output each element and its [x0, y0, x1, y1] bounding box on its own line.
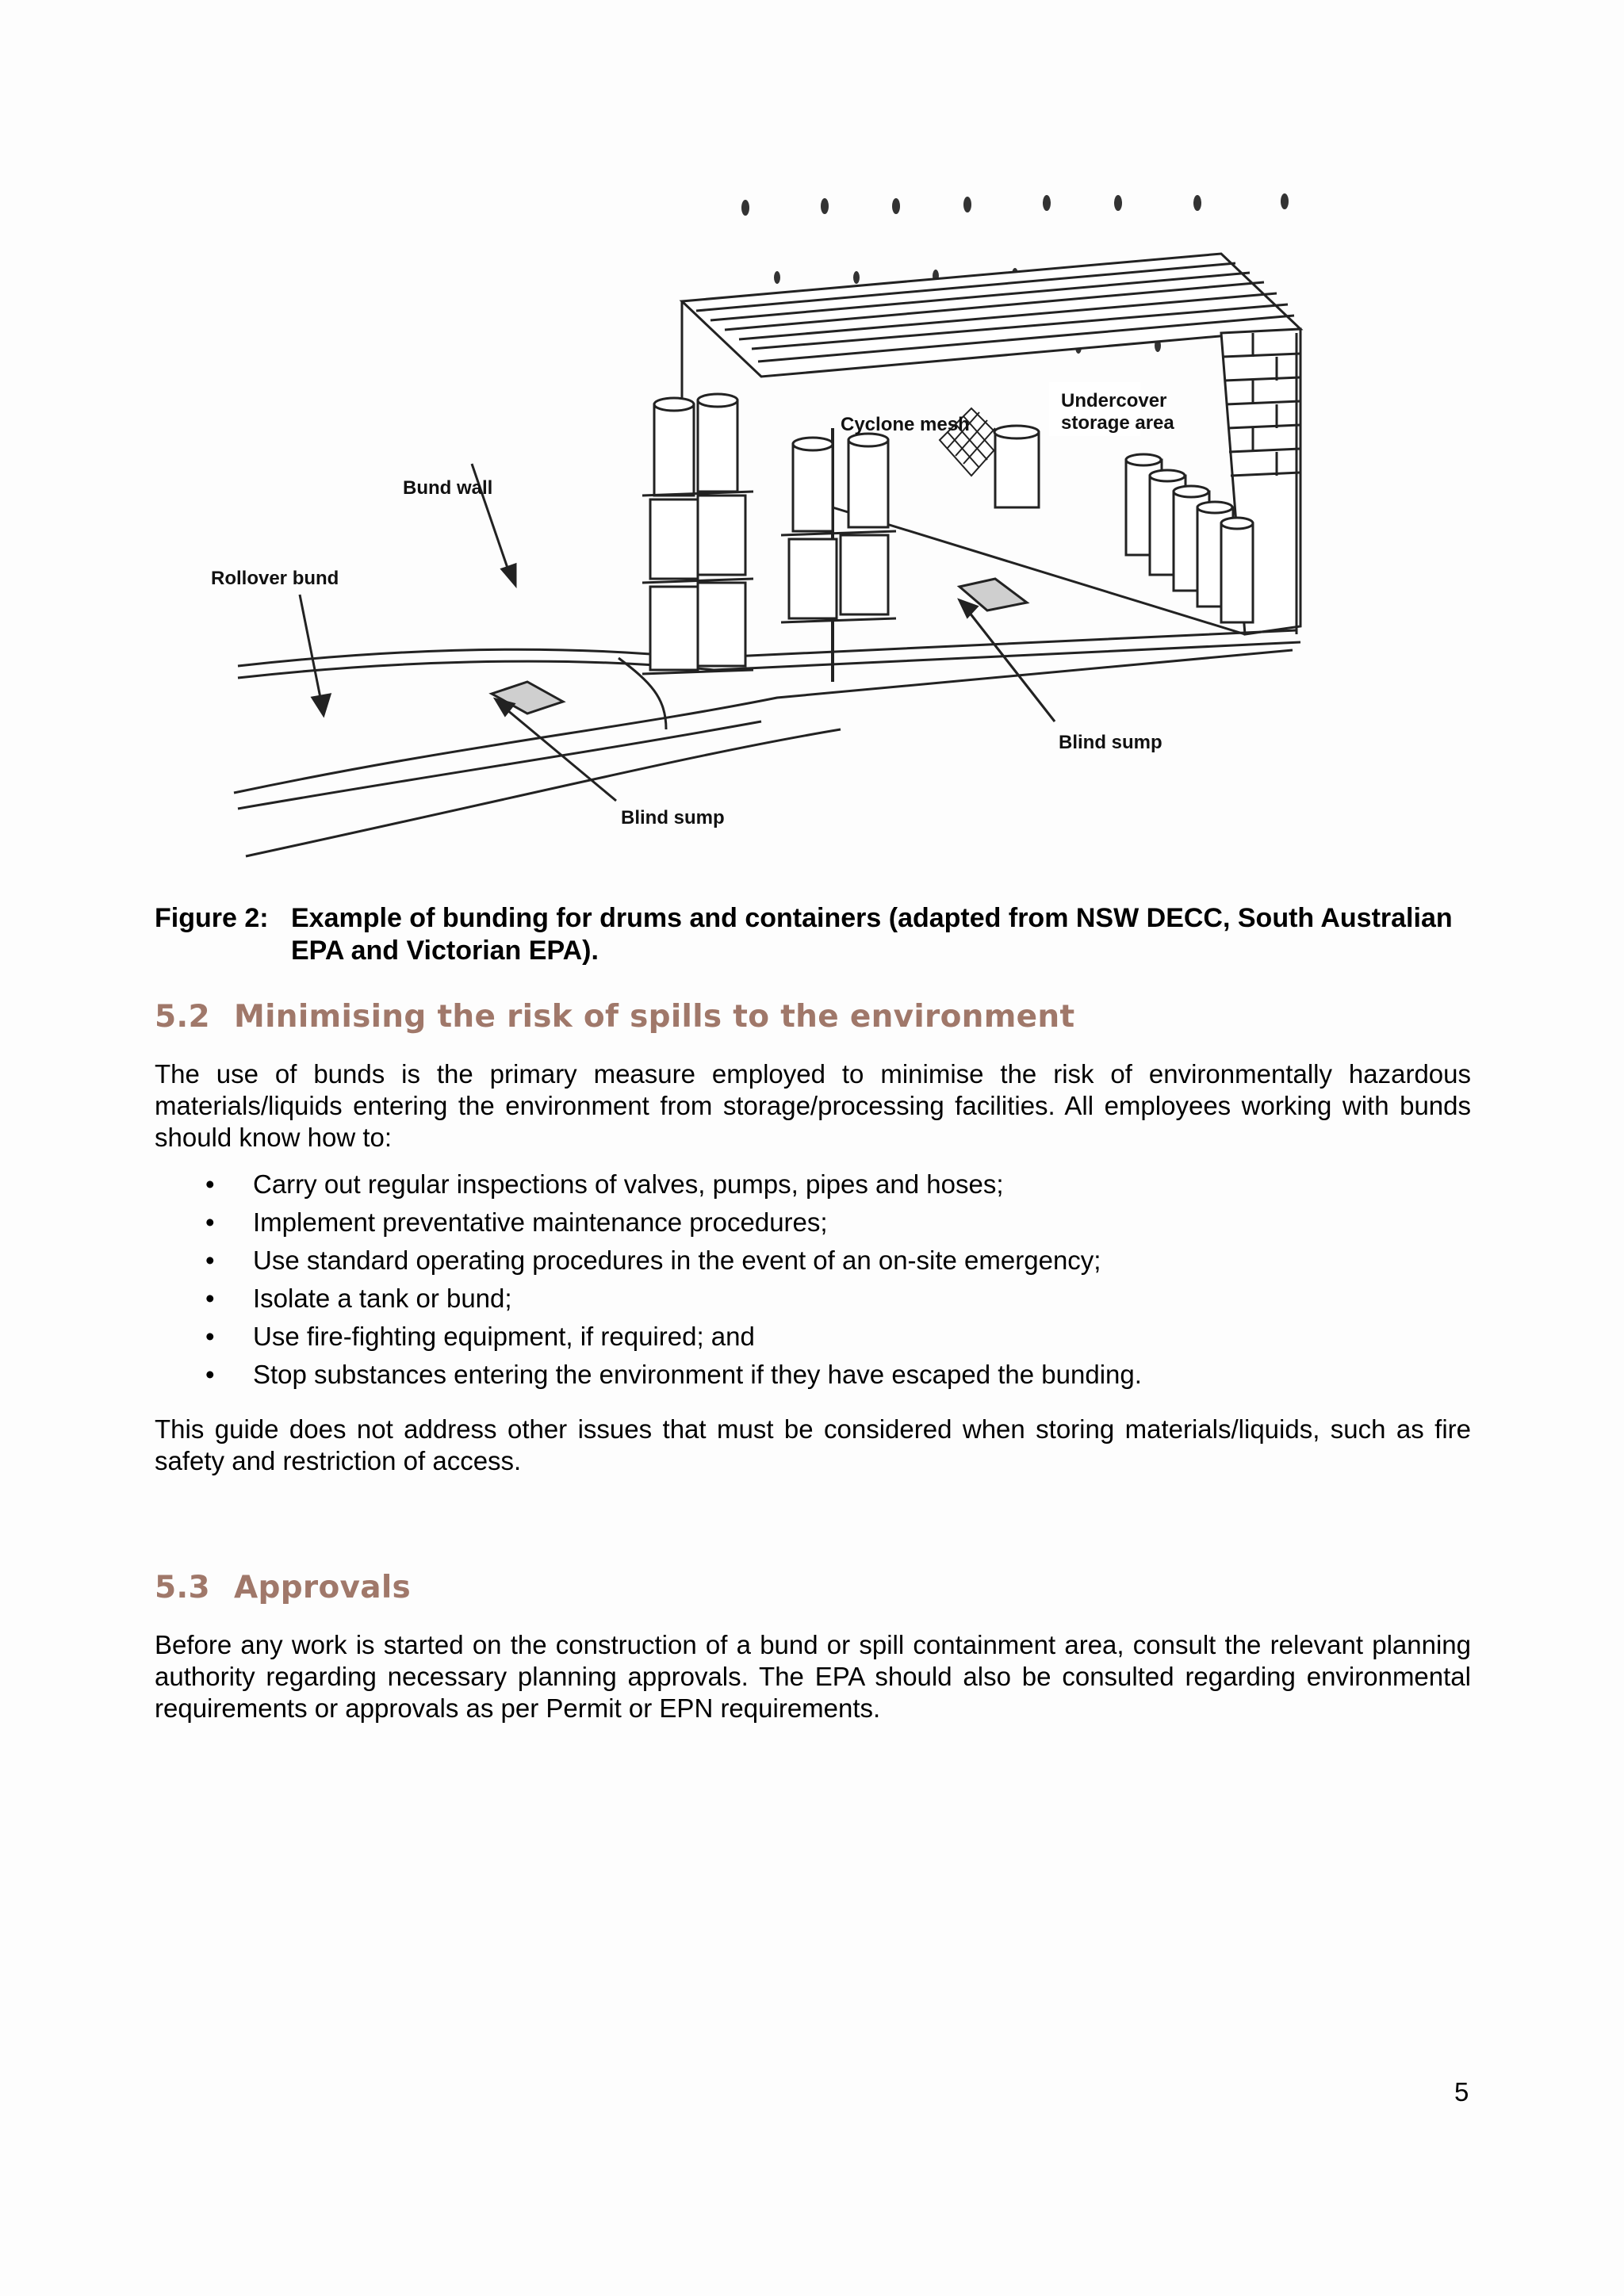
heading-5-3-title: Approvals [234, 1570, 412, 1605]
drum-stack-left [642, 394, 753, 674]
list-item: • Use standard operating procedures in the event of an on-site emergency; [205, 1246, 1101, 1275]
label-bund-wall: Bund wall [403, 477, 493, 499]
roof [682, 254, 1300, 377]
label-undercover-line2: storage area [1061, 412, 1174, 434]
drum-stack-middle [781, 434, 896, 622]
section-5-2-intro: The use of bunds is the primary measure employed to minimise the risk of environmentally hazardous materials/liquids entering the environment from storage/processing facilities. All employees working with bunds should know how to: [155, 1059, 1471, 1152]
heading-5-2 [155, 999, 1074, 1035]
bullet-icon: • [205, 1360, 215, 1389]
list-item: • Stop substances entering the environment if they have escaped the bunding. [205, 1360, 1142, 1389]
heading-5-2-number: 5.2 [155, 999, 210, 1035]
list-item: • Carry out regular inspections of valves, pumps, pipes and hoses; [205, 1169, 1004, 1199]
figure-number: Figure 2: [155, 903, 269, 933]
section-5-3-body: Before any work is started on the construction of a bund or spill containment area, consult the relevant planning authority regarding necessary planning approvals. The EPA should also be consulted regarding environmental requirements or approvals as per Permit or EPN requirements. [155, 1630, 1471, 1723]
bullet-icon: • [205, 1246, 215, 1275]
section-5-2-closing: This guide does not address other issues that must be considered when storing materials/liquids, such as fire safety and restriction of access. [155, 1414, 1471, 1475]
label-rollover-bund: Rollover bund [211, 568, 339, 589]
page-number: 5 [1454, 2077, 1469, 2107]
list-item: • Use fire-fighting equipment, if required; and [205, 1322, 755, 1351]
heading-5-3-number: 5.3 [155, 1570, 210, 1605]
heading-5-2-title: Minimising the risk of spills to the environment [234, 999, 1075, 1035]
list-item: • Isolate a tank or bund; [205, 1284, 512, 1313]
bullet-icon: • [205, 1169, 215, 1199]
list-item: • Implement preventative maintenance procedures; [205, 1207, 828, 1237]
heading-5-3 [155, 1570, 411, 1605]
figure-caption-text: Example of bunding for drums and containers (adapted from NSW DECC, South Australian EPA and Victorian EPA). [291, 903, 1453, 966]
bund-knowledge-list [155, 1169, 1471, 1397]
label-cyclone-mesh: Cyclone mesh [841, 414, 970, 435]
bullet-icon: • [205, 1322, 215, 1351]
undercover-tank [994, 426, 1039, 507]
bunding-illustration [211, 174, 1324, 872]
label-blind-sump-right: Blind sump [1059, 732, 1162, 753]
label-undercover-line1: Undercover [1061, 390, 1167, 411]
bullet-icon: • [205, 1207, 215, 1237]
label-blind-sump-left: Blind sump [621, 807, 725, 828]
bunding-drawing [222, 174, 1324, 872]
bullet-icon: • [205, 1284, 215, 1313]
